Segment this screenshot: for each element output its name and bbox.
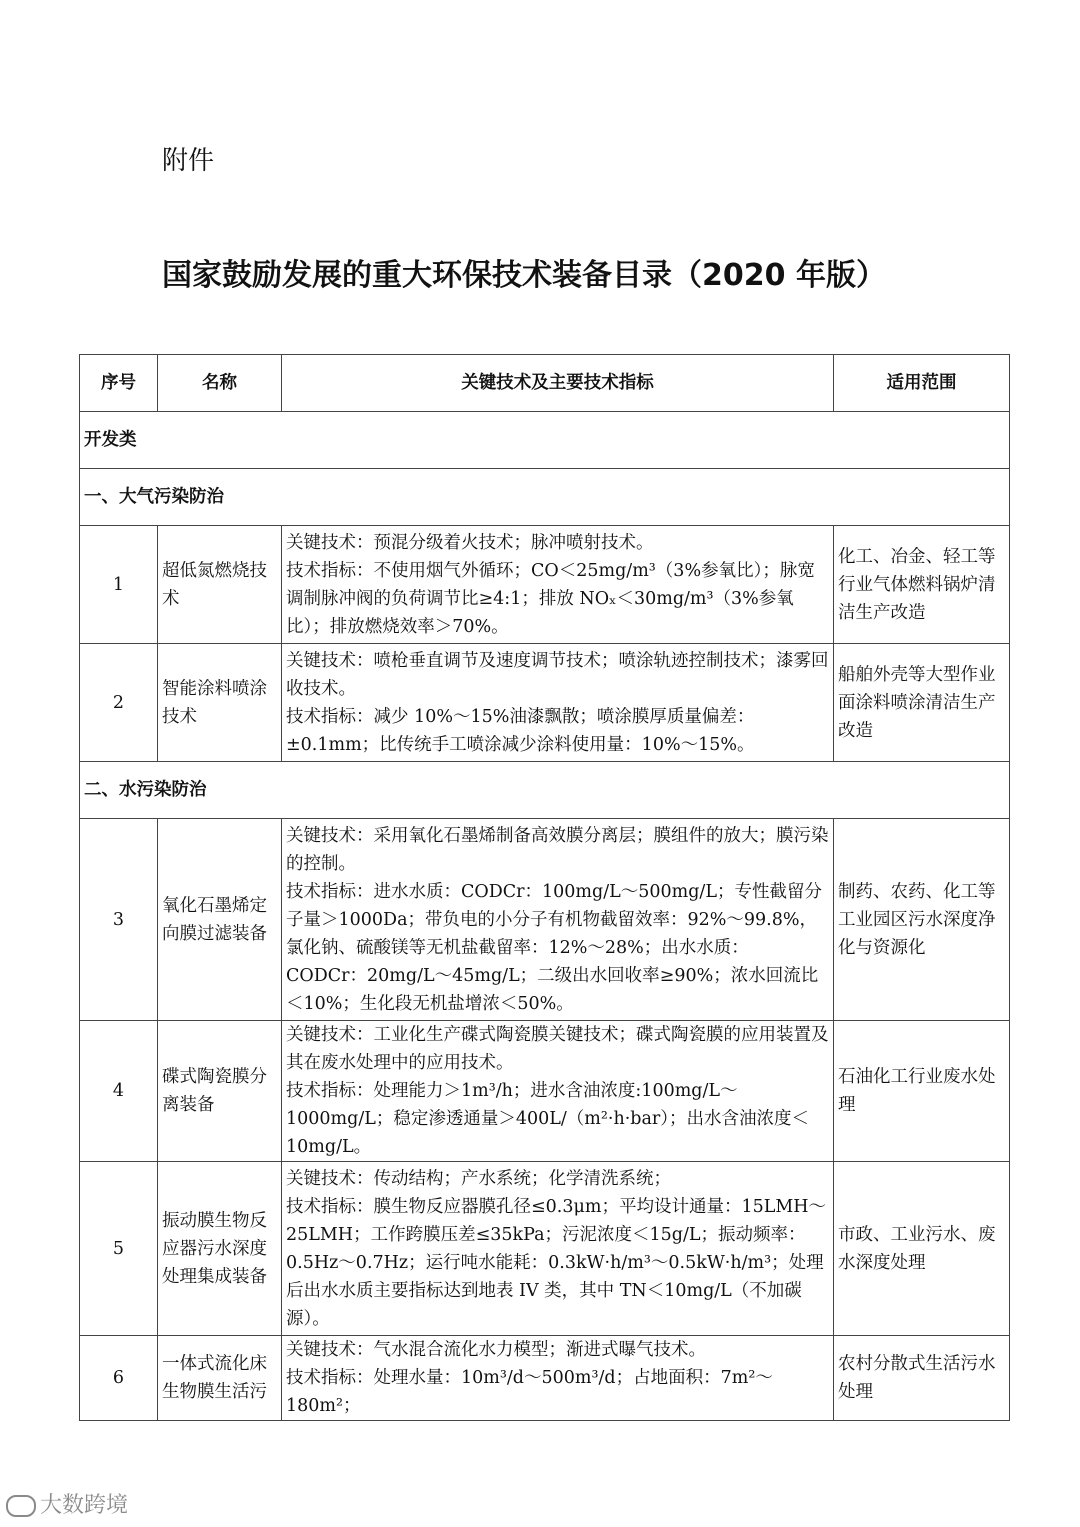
table-row xyxy=(80,819,1010,1021)
row-name: 碟式陶瓷膜分离装备 xyxy=(158,1021,282,1162)
table-row xyxy=(80,1021,1010,1162)
row-tech-spec: 技术指标：进水水质：CODCr：100mg/L～500mg/L；专性截留分子量＞1000Da；带负电的小分子有机物截留效率：92%～99.8%，氯化钠、硫酸镁等无机盐截留率：12%～28%；出水水质：CODCr：20mg/L～45mg/L；二级出水回收率≥90%；浓水回流比＜10%；生化段无机盐增浓＜50%。 xyxy=(286,881,822,1014)
header-tech: 关键技术及主要技术指标 xyxy=(282,355,834,412)
section-row xyxy=(80,762,1010,819)
row-scope: 市政、工业污水、废水深度处理 xyxy=(834,1162,1010,1336)
header-name: 名称 xyxy=(158,355,282,412)
row-scope: 石油化工行业废水处理 xyxy=(834,1021,1010,1162)
row-tech xyxy=(282,1336,834,1421)
row-no: 2 xyxy=(80,644,158,762)
category-label: 开发类 xyxy=(80,412,1010,469)
row-tech-spec: 技术指标：处理能力＞1m³/h；进水含油浓度:100mg/L～1000mg/L；稳定渗透通量＞400L/（m²·h·bar）；出水含油浓度＜10mg/L。 xyxy=(286,1081,810,1157)
equipment-catalog-table xyxy=(79,354,1010,1421)
section-label: 二、水污染防治 xyxy=(80,762,1010,819)
row-scope: 化工、冶金、轻工等行业气体燃料锅炉清洁生产改造 xyxy=(834,526,1010,644)
row-tech-spec: 技术指标：膜生物反应器膜孔径≤0.3μm；平均设计通量：15LMH～25LMH；工作跨膜压差≤35kPa；污泥浓度＜15g/L；振动频率：0.5Hz～0.7Hz；运行吨水能耗：0.3kW·h/m³～0.5kW·h/m³；处理后出水水质主要指标达到地表 IV 类，其中 TN＜10mg/L（不加碳源）。 xyxy=(286,1196,827,1329)
row-name: 氧化石墨烯定向膜过滤装备 xyxy=(158,819,282,1021)
row-name: 超低氮燃烧技术 xyxy=(158,526,282,644)
row-key-tech: 关键技术：工业化生产碟式陶瓷膜关键技术；碟式陶瓷膜的应用装置及其在废水处理中的应用技术。 xyxy=(286,1025,829,1073)
row-tech-spec: 技术指标：减少 10%～15%油漆飘散；喷涂膜厚质量偏差：±0.1mm；比传统手工喷涂减少涂料使用量：10%～15%。 xyxy=(286,706,755,755)
table-row xyxy=(80,1162,1010,1336)
section-label: 一、大气污染防治 xyxy=(80,469,1010,526)
attachment-label: 附件 xyxy=(162,146,215,176)
row-tech xyxy=(282,1162,834,1336)
row-key-tech: 关键技术：传动结构；产水系统；化学清洗系统； xyxy=(286,1168,671,1189)
section-row xyxy=(80,469,1010,526)
row-key-tech: 关键技术：采用氧化石墨烯制备高效膜分离层；膜组件的放大；膜污染的控制。 xyxy=(286,825,829,874)
row-tech xyxy=(282,1021,834,1162)
row-tech xyxy=(282,819,834,1021)
row-tech-spec: 技术指标：处理水量：10m³/d～500m³/d；占地面积：7m²～180m²； xyxy=(286,1368,773,1416)
table-row xyxy=(80,1336,1010,1421)
row-tech-spec: 技术指标：不使用烟气外循环；CO＜25mg/m³（3%参氧比）；脉宽调制脉冲阀的负荷调节比≥4:1；排放 NOₓ＜30mg/m³（3%参氧比）；排放燃烧效率＞70%。 xyxy=(286,560,815,637)
document-title: 国家鼓励发展的重大环保技术装备目录（2020 年版） xyxy=(162,258,886,293)
table-row xyxy=(80,526,1010,644)
row-tech xyxy=(282,526,834,644)
row-no: 6 xyxy=(80,1336,158,1421)
row-key-tech: 关键技术：气水混合流化水力模型；渐进式曝气技术。 xyxy=(286,1340,706,1360)
row-scope: 农村分散式生活污水处理 xyxy=(834,1336,1010,1421)
watermark xyxy=(6,1488,128,1519)
row-key-tech: 关键技术：喷枪垂直调节及速度调节技术；喷涂轨迹控制技术；漆雾回收技术。 xyxy=(286,650,829,699)
row-name: 一体式流化床生物膜生活污 xyxy=(158,1336,282,1421)
row-name: 智能涂料喷涂技术 xyxy=(158,644,282,762)
table-header-row xyxy=(80,355,1010,412)
row-no: 1 xyxy=(80,526,158,644)
header-no: 序号 xyxy=(80,355,158,412)
category-row xyxy=(80,412,1010,469)
brand-logo-icon xyxy=(6,1495,36,1517)
row-scope: 船舶外壳等大型作业面涂料喷涂清洁生产改造 xyxy=(834,644,1010,762)
row-no: 3 xyxy=(80,819,158,1021)
row-name: 振动膜生物反应器污水深度处理集成装备 xyxy=(158,1162,282,1336)
table-row xyxy=(80,644,1010,762)
row-no: 4 xyxy=(80,1021,158,1162)
header-scope: 适用范围 xyxy=(834,355,1010,412)
row-key-tech: 关键技术：预混分级着火技术；脉冲喷射技术。 xyxy=(286,532,654,553)
row-scope: 制药、农药、化工等工业园区污水深度净化与资源化 xyxy=(834,819,1010,1021)
row-tech xyxy=(282,644,834,762)
watermark-text: 大数跨境 xyxy=(40,1493,129,1518)
row-no: 5 xyxy=(80,1162,158,1336)
